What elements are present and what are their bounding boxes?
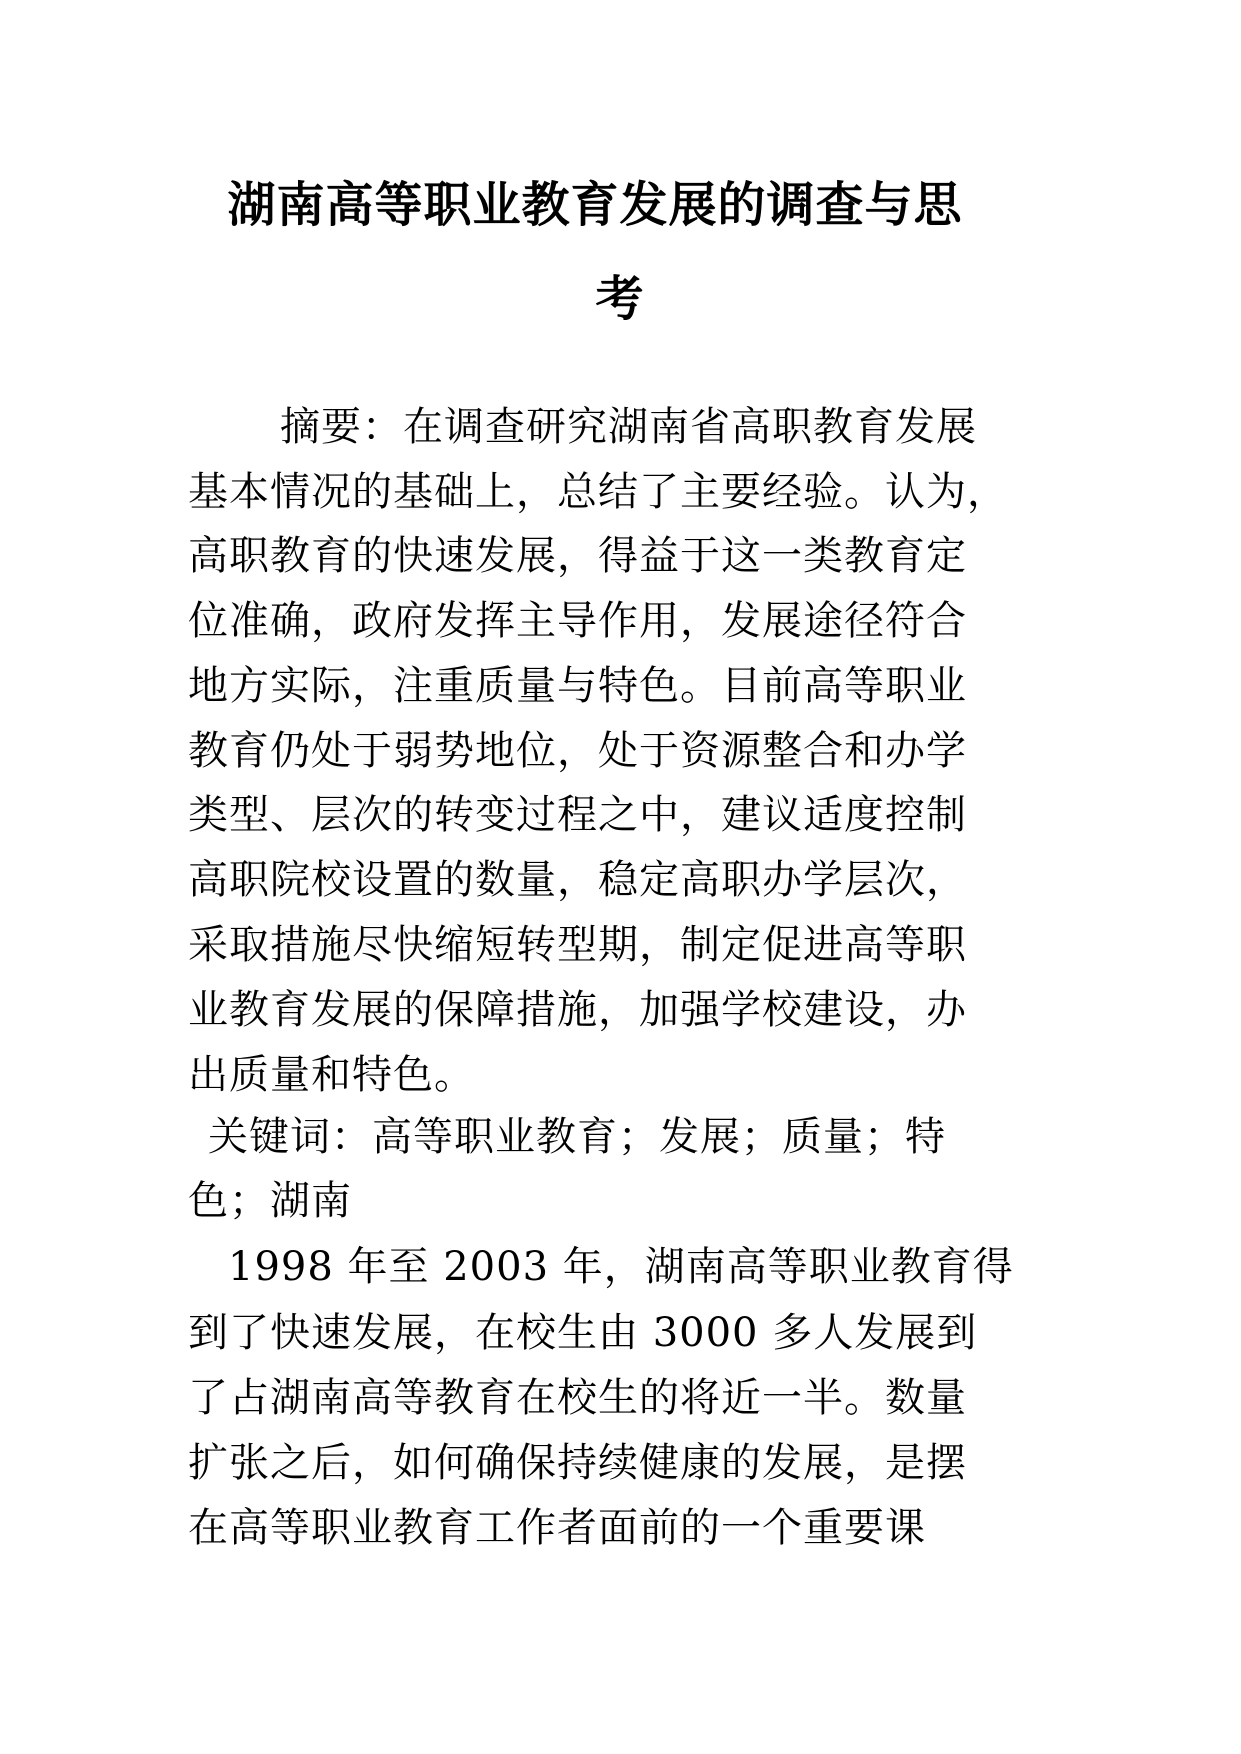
abstract-line: 高职院校设置的数量，稳定高职办学层次， [188, 857, 967, 903]
abstract-line: 业教育发展的保障措施，加强学校建设，办 [188, 987, 967, 1033]
body-paragraph-line: 了占湖南高等教育在校生的将近一半。数量 [188, 1375, 967, 1421]
body-paragraph-line: 1998 年至 2003 年，湖南高等职业教育得 [228, 1244, 1014, 1290]
abstract-line: 基本情况的基础上，总结了主要经验。认为， [188, 469, 1008, 515]
abstract-line: 出质量和特色。 [188, 1052, 475, 1098]
abstract-line: 摘要：在调查研究湖南省高职教育发展 [280, 404, 977, 450]
body-paragraph-line: 扩张之后，如何确保持续健康的发展，是摆 [188, 1440, 967, 1486]
body-paragraph-line: 在高等职业教育工作者面前的一个重要课 [188, 1505, 926, 1551]
document-title-line-1: 湖南高等职业教育发展的调查与思 [227, 177, 963, 233]
abstract-line: 位准确，政府发挥主导作用，发展途径符合 [188, 598, 967, 644]
document-title-line-2: 考 [595, 271, 645, 327]
abstract-line: 教育仍处于弱势地位，处于资源整合和办学 [188, 728, 967, 774]
body-paragraph-line: 到了快速发展，在校生由 3000 多人发展到 [188, 1310, 978, 1356]
abstract-line: 地方实际，注重质量与特色。目前高等职业 [188, 663, 967, 709]
abstract-line: 类型、层次的转变过程之中，建议适度控制 [188, 792, 967, 838]
keywords-line: 色；湖南 [188, 1178, 352, 1224]
abstract-line: 高职教育的快速发展，得益于这一类教育定 [188, 533, 967, 579]
abstract-line: 采取措施尽快缩短转型期，制定促进高等职 [188, 922, 967, 968]
keywords-line: 关键词：高等职业教育；发展；质量；特 [208, 1114, 946, 1160]
